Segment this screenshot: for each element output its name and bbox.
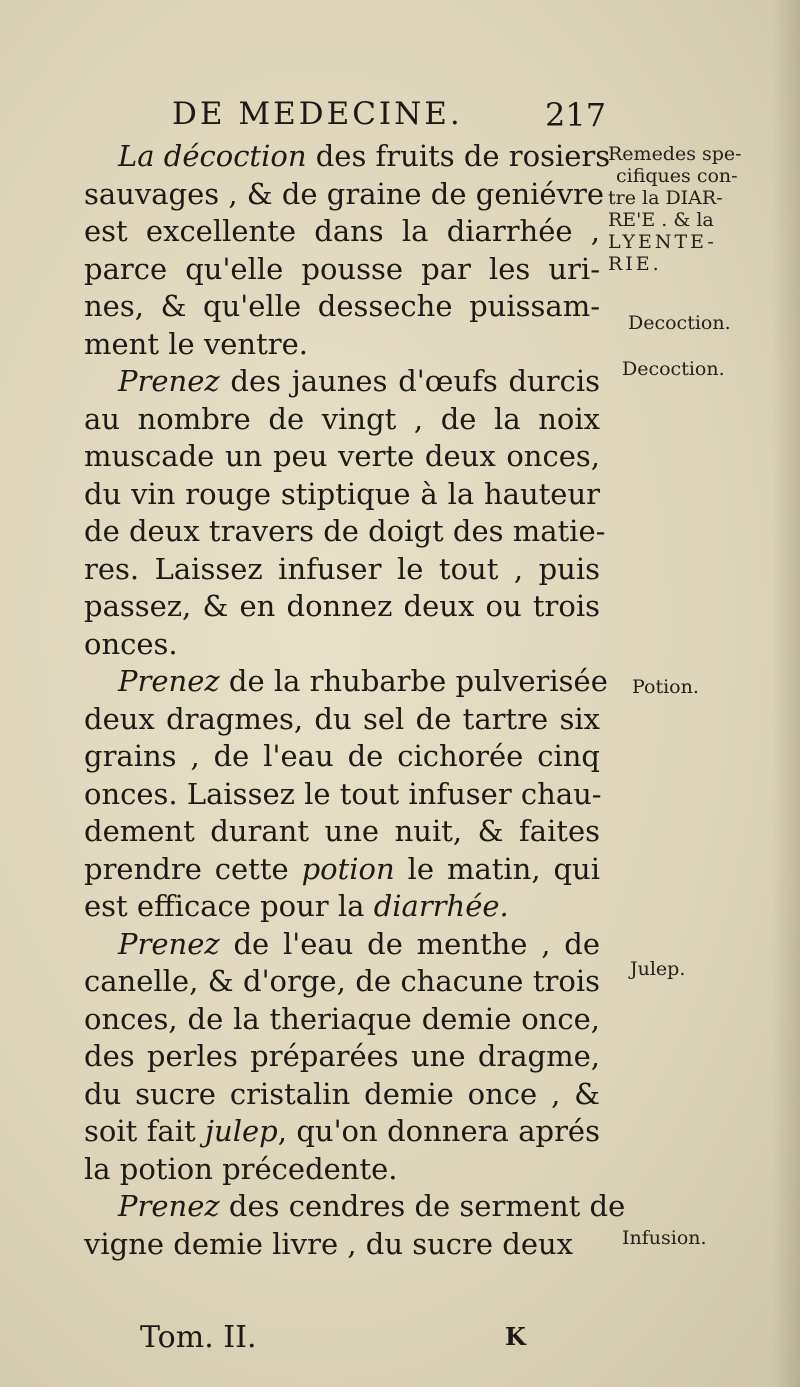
running-head: DE MEDECINE.: [172, 96, 463, 132]
text-segment: dement durant une nuit, & faites: [84, 814, 600, 848]
margin-note-line: Potion.: [632, 676, 699, 698]
margin-note-decoction-1: [628, 312, 800, 334]
text-segment: de la rhubarbe pulverisée: [219, 664, 608, 698]
text-line: [84, 1038, 600, 1076]
text-line: [84, 326, 600, 364]
text-segment: deux dragmes, du sel de tartre six: [84, 701, 600, 736]
text-line: [84, 138, 611, 176]
text-segment: canelle, & d'orge, de chacune trois: [84, 964, 600, 998]
text-line: [84, 1226, 600, 1264]
text-line: [84, 213, 600, 251]
text-line: [84, 176, 605, 214]
text-segment: passez, & en donnez deux ou trois: [84, 589, 600, 623]
text-line: [84, 888, 600, 926]
text-line: [84, 588, 600, 626]
margin-note-line: Decoction.: [628, 312, 731, 334]
text-line: [84, 926, 600, 964]
text-line: [84, 738, 600, 776]
text-segment: des perles préparées une dragme,: [84, 1039, 600, 1073]
italic-term: potion: [301, 851, 395, 886]
italic-term: Prenez: [118, 664, 220, 698]
signature-mark: K: [505, 1322, 526, 1351]
text-segment: des fruits de rosiers: [306, 139, 611, 173]
text-line: [84, 1188, 626, 1226]
text-segment: onces. Laissez le tout infuser chau-: [84, 776, 602, 811]
italic-term: diarrhée.: [373, 889, 509, 923]
italic-term: Prenez: [118, 1189, 220, 1223]
text-segment: du vin rouge stiptique à la hauteur: [84, 476, 600, 511]
italic-term: Prenez: [118, 926, 220, 961]
page-header: [0, 96, 800, 136]
margin-note-line: tre la DIAR-: [608, 187, 723, 209]
text-segment: parce qu'elle pousse par les uri-: [84, 251, 600, 286]
margin-note-julep: [630, 958, 800, 980]
text-segment: vigne demie livre , du sucre deux: [84, 1226, 574, 1261]
italic-term: Prenez: [118, 364, 220, 398]
text-line: [84, 626, 600, 664]
text-line: [84, 288, 600, 326]
text-segment: nes, & qu'elle desseche puissam-: [84, 289, 600, 323]
text-line: [84, 776, 600, 814]
text-line: [84, 401, 600, 439]
text-line: [84, 851, 600, 889]
text-segment: est excellente dans la diarrhée ,: [84, 214, 600, 248]
text-segment: prendre cette: [84, 851, 302, 886]
text-segment: est efficace pour la: [84, 889, 374, 923]
text-line: [84, 438, 600, 476]
text-segment: la potion précedente.: [84, 1151, 398, 1186]
margin-note-line: RIE.: [608, 253, 662, 275]
page-footer: [0, 1320, 800, 1364]
italic-term: La décoction: [118, 139, 307, 173]
text-line: [84, 513, 606, 551]
margin-note-potion: [632, 676, 800, 698]
text-line: [84, 1113, 600, 1151]
margin-note-line: Remedes spe-: [608, 143, 742, 165]
text-line: [84, 701, 600, 739]
margin-note-line: cifiques con-: [616, 165, 738, 187]
text-segment: du sucre cristalin demie once , &: [84, 1076, 600, 1111]
text-line: [84, 251, 600, 289]
text-segment: des jaunes d'œufs durcis: [219, 364, 600, 398]
text-line: [84, 813, 600, 851]
margin-note-remedes: [608, 143, 798, 275]
body-text: [84, 138, 626, 1263]
text-segment: sauvages , & de graine de geniévre: [84, 176, 605, 211]
italic-term: julep: [205, 1114, 278, 1148]
page-number: 217: [545, 96, 607, 134]
text-segment: , qu'on donnera aprés: [277, 1114, 600, 1148]
text-segment: res. Laissez infuser le tout , puis: [84, 551, 600, 586]
text-line: [84, 363, 600, 401]
text-line: [84, 963, 600, 1001]
text-segment: soit fait: [84, 1114, 206, 1148]
text-line: [84, 1076, 600, 1114]
margin-note-line: LYENTE-: [608, 231, 717, 253]
text-segment: de l'eau de menthe , de: [219, 926, 600, 961]
margin-note-line: Decoction.: [622, 358, 725, 380]
text-segment: muscade un peu verte deux onces,: [84, 439, 600, 473]
text-line: [84, 551, 600, 589]
text-segment: onces, de la theriaque demie once,: [84, 1001, 600, 1036]
text-line: [84, 1001, 600, 1039]
text-segment: de deux travers de doigt des matie-: [84, 514, 606, 548]
text-segment: grains , de l'eau de cichorée cinq: [84, 739, 600, 773]
text-line: [84, 476, 600, 514]
text-line: [84, 663, 608, 701]
text-segment: des cendres de serment de: [219, 1189, 626, 1223]
margin-note-infusion: [622, 1227, 800, 1249]
margin-note-line: Julep.: [630, 958, 686, 980]
tome-label: Tom. II.: [140, 1320, 257, 1355]
text-segment: le matin, qui: [394, 851, 600, 886]
text-segment: onces.: [84, 626, 178, 661]
text-segment: ment le ventre.: [84, 326, 308, 361]
text-segment: au nombre de vingt , de la noix: [84, 401, 600, 436]
margin-note-line: RE'E . & la: [608, 209, 714, 231]
margin-note-decoction-2: [622, 358, 800, 380]
text-line: [84, 1151, 600, 1189]
margin-note-line: Infusion.: [622, 1227, 707, 1249]
